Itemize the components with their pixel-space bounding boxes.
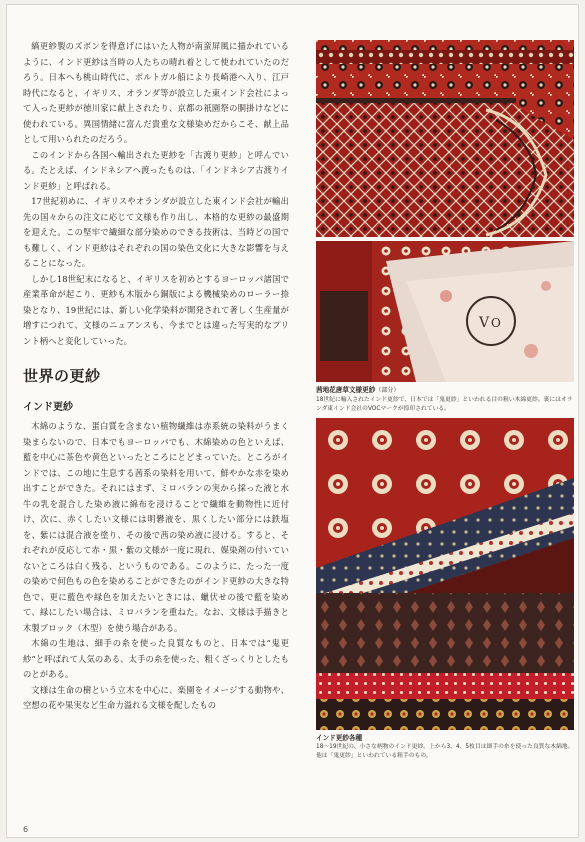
body-paragraph: 文様は生命の樹という立木を中心に、楽園をイメージする動物や、空想の花や果実など生命力溢れる文様を配したもの — [23, 684, 289, 710]
svg-text:O: O — [491, 316, 501, 330]
caption-subtitle: （部分） — [375, 387, 400, 394]
page-number: 6 — [23, 825, 29, 834]
textile-photo-red-lattice — [316, 40, 574, 237]
svg-text:V: V — [479, 315, 490, 331]
textile-photo-voc-stamp — [316, 241, 574, 382]
body-paragraph: 縞更紗製のズボンを得意げにはいた人物が南蛮屏風に描かれているように、インド更紗は当時の人たちの晴れ着として使われていたのだろう。日本へも桃山時代に、ポルトガル船により長崎港へ入り、江戸時代になると、イギリス、オランダ等が設立した東インド会社によって入った更紗が徳川家に献上されたり、京都の祇園祭の胴掛けなどに使われている。異国情緒に富んだ貴重な文様染めだからこそ、献上品として用いられたのだろう。 — [23, 41, 289, 144]
body-paragraph: 木綿のような、蛋白質を含まない植物繊維は赤系統の染料がうまく染まらないので、日本でもヨーロッパでも、木綿染めの色といえば、藍を中心に茶色や黄色といったところにとどまっていた。ところがインドでは、この地に生息する茜系の染料を用いて、鮮やかな赤を染め出すことができた。それにはまず、ミロバランの実から採った液と水牛の乳を混合した染め液に綿布を浸けることで繊維を動物性に近付け、次に、赤くしたい文様には明礬液を、黒くしたい部分には鉄塩を、紫には混合液を塗り、その後で茜の染め液に浸ける。すると、それぞれが反応して赤・黒・紫の文様が一度に現れ、媒染剤の付いていないところは白く残る、というものである。このように、たった一度の染めで何色もの色を染めることができたのがインド更紗の大きな特色で、更に藍色や緑色を加えたいときには、蠟伏せの後で藍を染めて、緑にしたい場合は、ミロバランを重ねた。なお、文様は手描きと木製ブロック（木型）を使う場合がある。 — [23, 421, 289, 633]
caption-body: 18〜19世紀の、小さな柄物のインド更紗。上から3、4、5枚目は細手の糸を使った良質な木綿地。他は「鬼更紗」といわれている粗手のもの。 — [316, 744, 574, 759]
caption-2 — [316, 733, 576, 761]
body-paragraph: 木綿の生地は、細手の糸を使った良質なものと、日本では“鬼更紗”と呼ばれて人気のある、太手の糸を使った、粗くざっくりとしたものとがある。 — [23, 638, 289, 679]
textile-photo-various — [316, 418, 574, 730]
section-subtitle: インド更紗 — [23, 402, 73, 413]
body-paragraph: しかし18世紀末になると、イギリスを初めとするヨーロッパ諸国で産業革命が起こり、更紗も木版から銅版による機械染めのローラー捺染となり、19世紀には、新しい化学染料が開発されて著しく生産量が増すにつれて、文様のニュアンスも、今までとは違った写実的なプリント柄へと変化していった。 — [23, 273, 289, 346]
caption-body: 18世紀に輸入されたインド更紗で、日本では「鬼更紗」といわれる目の粗い木綿更紗。裏にはオランダ東インド会社のVOCマークが捺印されている。 — [316, 397, 573, 412]
text-column — [23, 39, 289, 714]
caption-title: インド更紗各種 — [316, 734, 363, 742]
body-paragraph: 17世紀初めに、イギリスやオランダが設立した東インド会社が輸出先の国々からの注文に応じて文様も作り出し、本格的な更紗の最盛期を迎えた。この堅牢で繊細な部分染めのできる技術は、当時どの国でも難しく、インド更紗はそれぞれの国の染色文化に大きな影響を与えることになった。 — [23, 196, 289, 268]
body-paragraph: このインドから各国へ輸出された更紗を「古渡り更紗」と呼んでいる。たとえば、インドネシアへ渡ったものは、「インドネシア古渡りインド更紗」と呼ばれる。 — [23, 149, 289, 191]
caption-1 — [316, 385, 576, 414]
caption-title: 茜地花唐草文様更紗 — [316, 386, 376, 394]
section-title: 世界の更紗 — [23, 367, 101, 385]
